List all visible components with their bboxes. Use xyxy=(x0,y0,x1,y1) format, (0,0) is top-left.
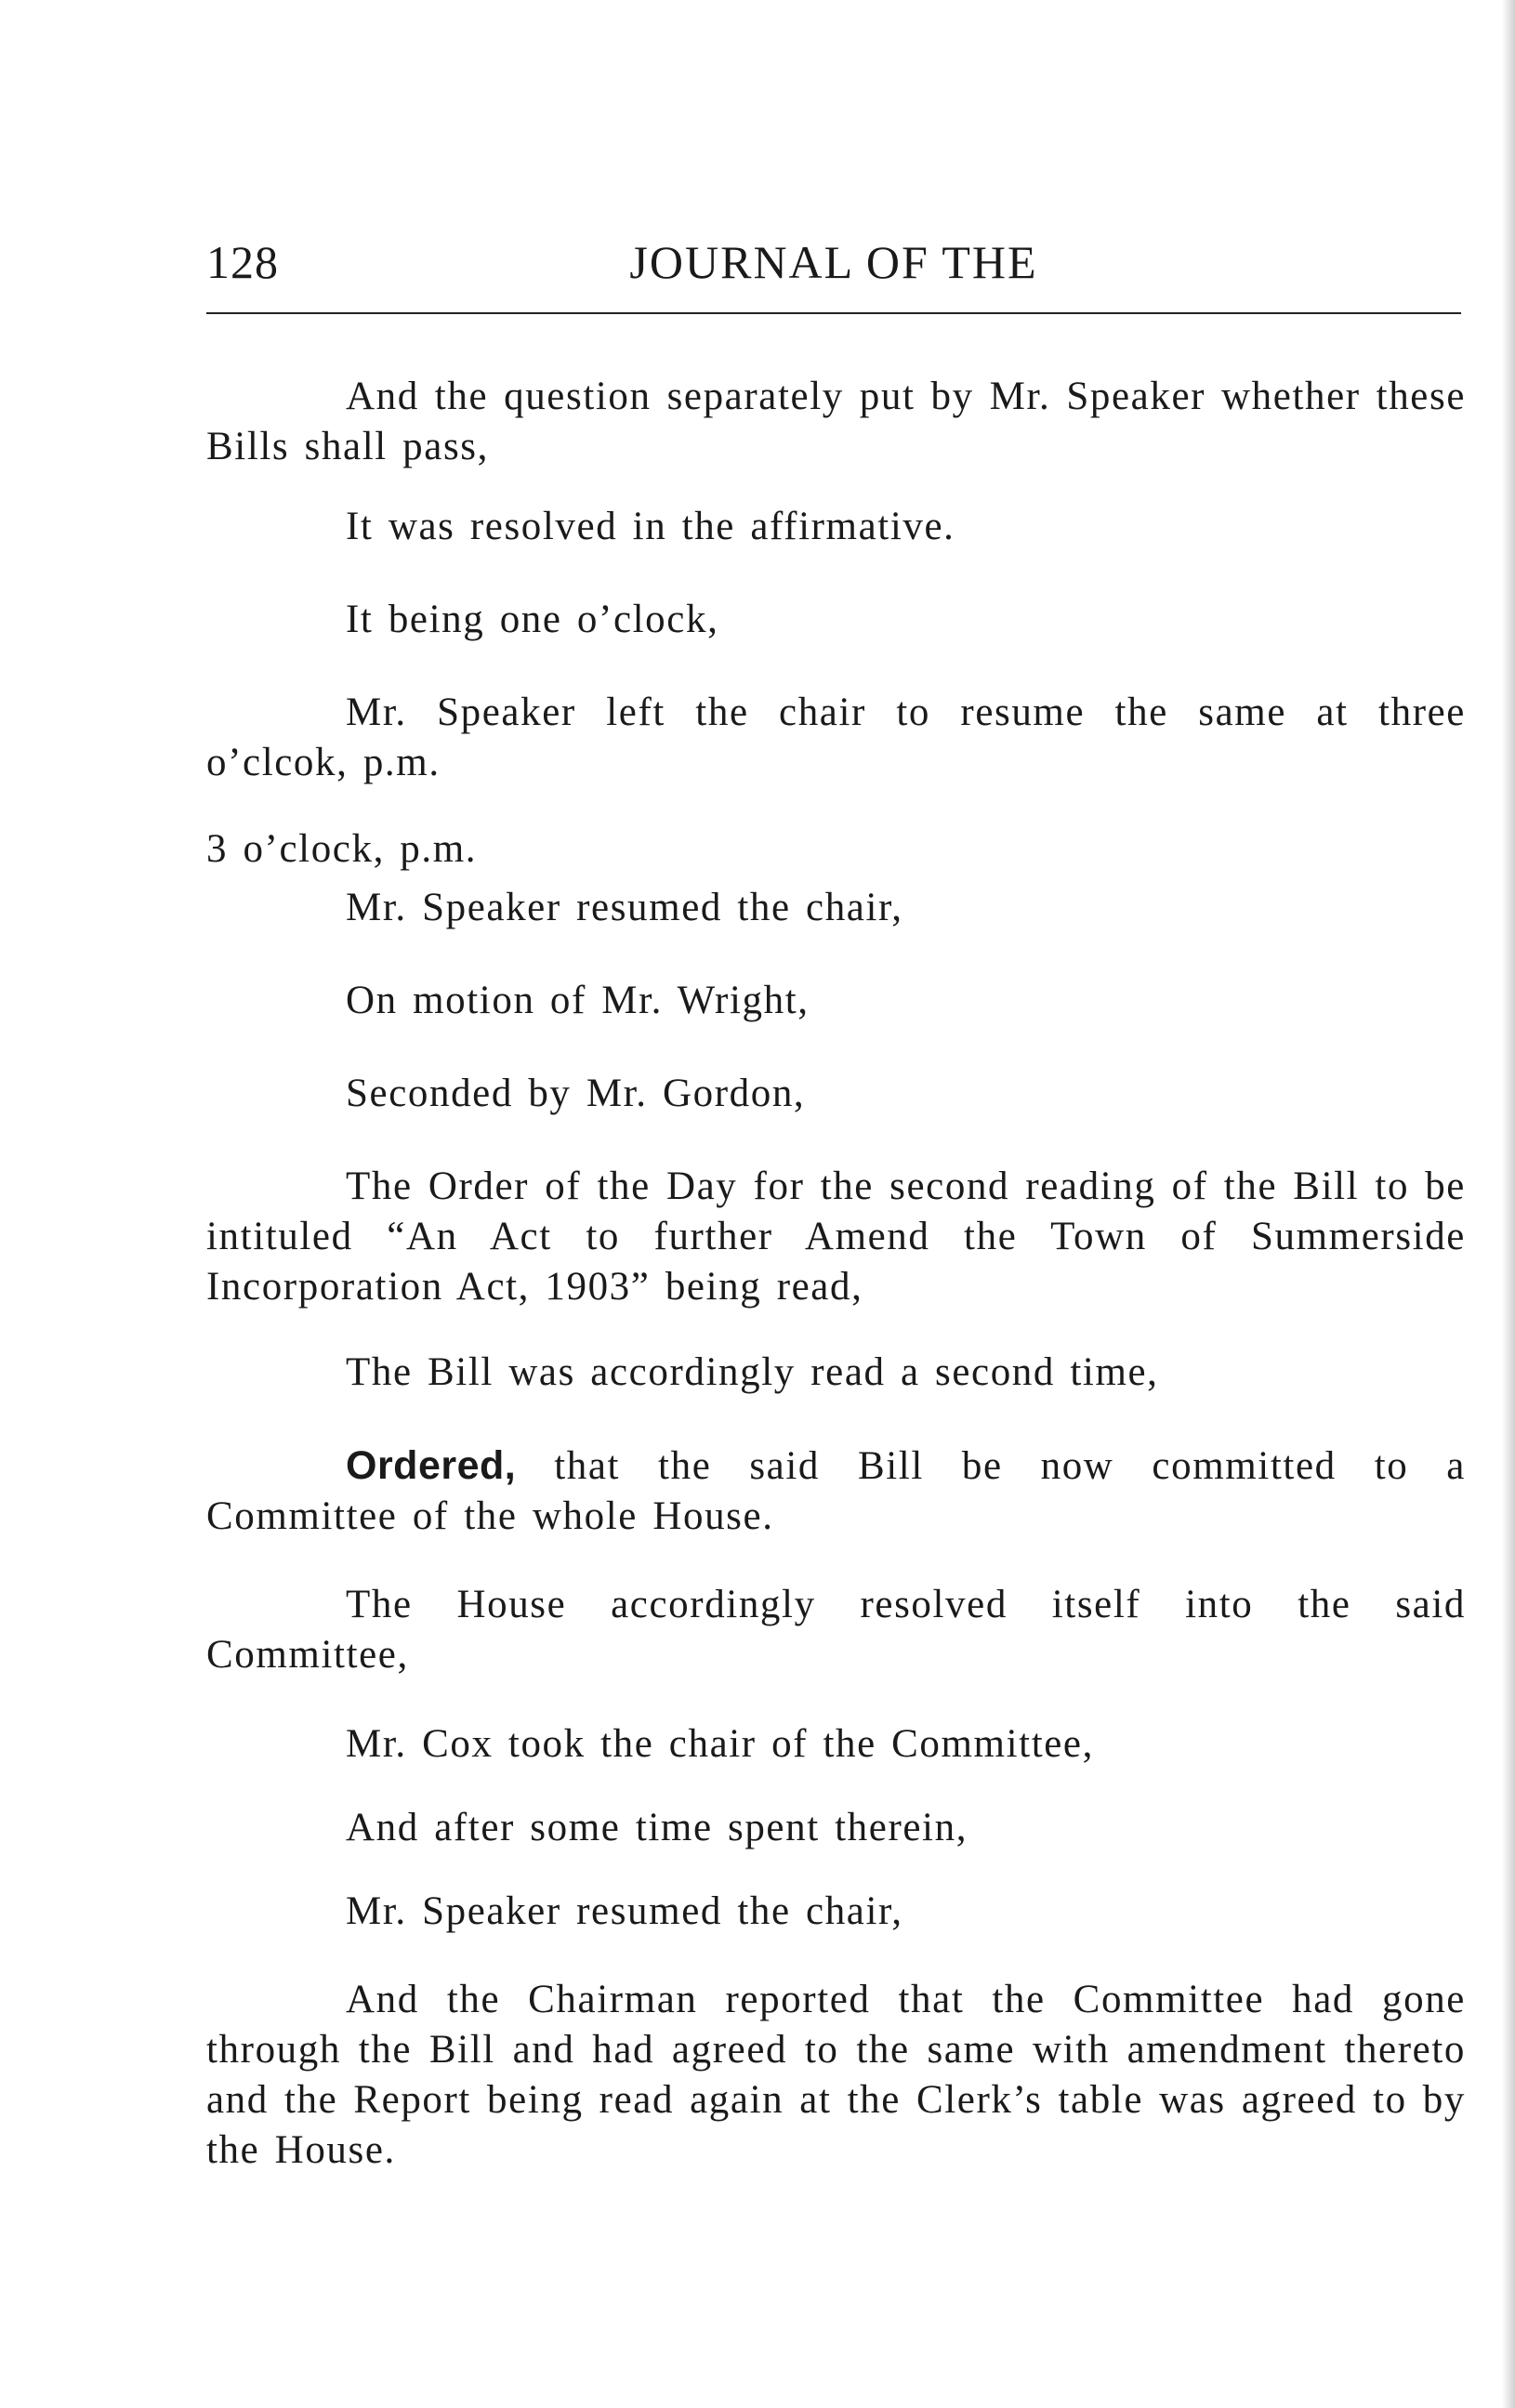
paragraph-second-reading: The Bill was accordingly read a second time, xyxy=(346,1350,1159,1394)
running-head xyxy=(206,234,1461,290)
paragraph-seconded: Seconded by Mr. Gordon, xyxy=(346,1072,806,1115)
time-marker: 3 o’clock, p.m. xyxy=(206,827,478,871)
ordered-text: that the said Bill be now committed to a Committee of the whole House. xyxy=(206,1444,1466,1538)
page-edge-shadow xyxy=(1502,0,1515,2408)
paragraph-speaker-resumed-2: Mr. Speaker resumed the chair, xyxy=(346,1889,903,1933)
paragraph-cox-chair: Mr. Cox took the chair of the Committee, xyxy=(346,1722,1094,1766)
paragraph-resolved: It was resolved in the affirmative. xyxy=(346,505,955,548)
page-number: 128 xyxy=(206,236,279,288)
ordered-lead: Ordered, xyxy=(346,1443,517,1488)
paragraph-speaker-resumed: Mr. Speaker resumed the chair, xyxy=(346,886,903,929)
paragraph-ordered xyxy=(206,1441,1466,1542)
paragraph-question-put: And the question separately put by Mr. Speaker whether these Bills shall pass, xyxy=(206,375,1466,468)
paragraph-one-oclock: It being one o’clock, xyxy=(346,598,719,641)
paragraph-motion: On motion of Mr. Wright, xyxy=(346,979,810,1022)
paragraph-speaker-left: Mr. Speaker left the chair to resume the same at three o’clcok, p.m. xyxy=(206,691,1466,784)
paragraph-order-of-day: The Order of the Day for the second reading of the Bill to be intituled “An Act to further Amend the Town of Summerside Incorporation Act, 1903” being read, xyxy=(206,1165,1466,1309)
paragraph-chairman-reported: And the Chairman reported that the Committee had gone through the Bill and had agreed to the same with amendment thereto and the Report being read again at the Clerk’s table was agreed to by the House. xyxy=(206,1978,1466,2172)
page-title: JOURNAL OF THE xyxy=(629,236,1038,288)
paragraph-house-resolved: The House accordingly resolved itself into the said Committee, xyxy=(206,1583,1466,1677)
paragraph-time-spent: And after some time spent therein, xyxy=(346,1806,968,1849)
header-rule xyxy=(206,312,1461,314)
